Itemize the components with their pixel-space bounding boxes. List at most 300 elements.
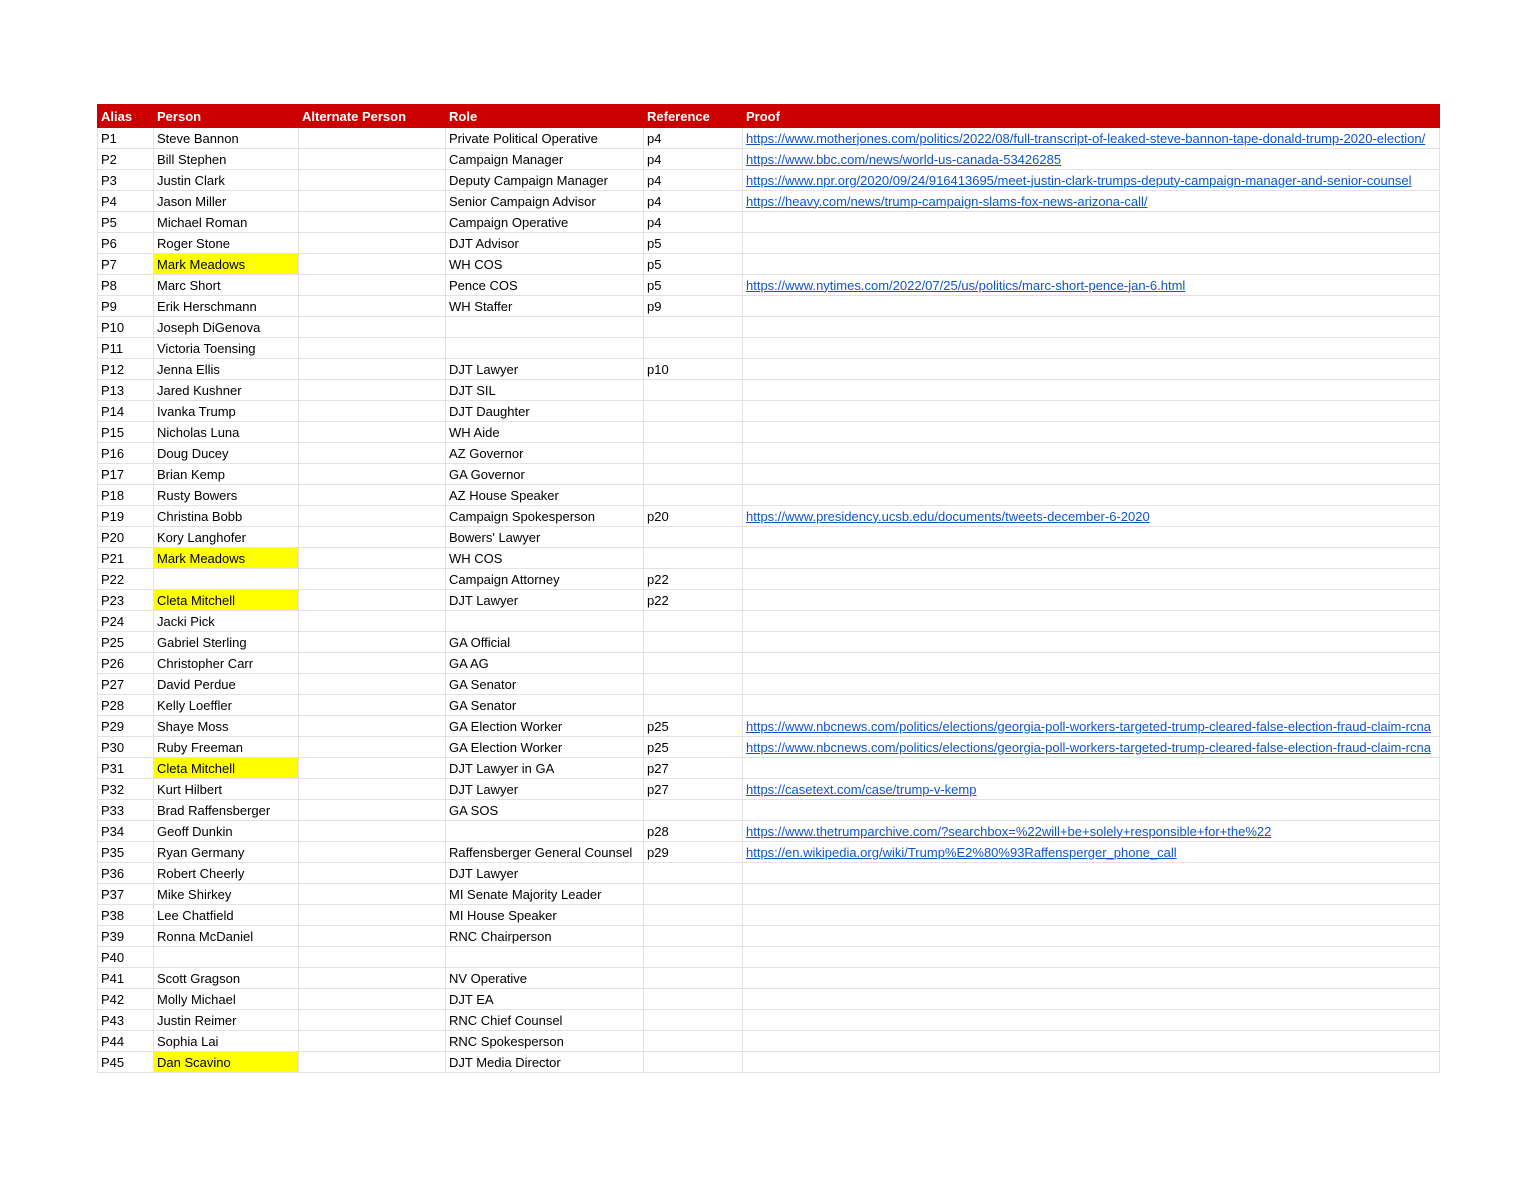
cell-proof[interactable] <box>743 380 1440 401</box>
cell-alternate-person[interactable] <box>299 695 446 716</box>
cell-alias[interactable]: P2 <box>98 149 154 170</box>
cell-proof[interactable] <box>743 926 1440 947</box>
cell-alias[interactable]: P35 <box>98 842 154 863</box>
cell-alias[interactable]: P27 <box>98 674 154 695</box>
table-row <box>98 968 1440 989</box>
cell-role[interactable]: DJT Lawyer <box>446 590 644 611</box>
cell-role[interactable]: DJT Lawyer <box>446 359 644 380</box>
cell-alternate-person[interactable] <box>299 527 446 548</box>
cell-role[interactable]: GA Governor <box>446 464 644 485</box>
cell-role[interactable]: GA SOS <box>446 800 644 821</box>
cell-alias[interactable]: P25 <box>98 632 154 653</box>
cell-person[interactable]: Erik Herschmann <box>154 296 299 317</box>
cell-alias[interactable]: P18 <box>98 485 154 506</box>
cell-role[interactable]: Campaign Spokesperson <box>446 506 644 527</box>
cell-alias[interactable]: P5 <box>98 212 154 233</box>
cell-alternate-person[interactable] <box>299 632 446 653</box>
cell-proof[interactable] <box>743 212 1440 233</box>
cell-person[interactable] <box>154 947 299 968</box>
cell-reference[interactable] <box>644 947 743 968</box>
cell-alias[interactable]: P42 <box>98 989 154 1010</box>
cell-reference[interactable] <box>644 317 743 338</box>
cell-role[interactable]: Bowers' Lawyer <box>446 527 644 548</box>
cell-role[interactable]: DJT Daughter <box>446 401 644 422</box>
table-row <box>98 191 1440 212</box>
cell-alternate-person[interactable] <box>299 989 446 1010</box>
cell-role[interactable]: MI Senate Majority Leader <box>446 884 644 905</box>
cell-person[interactable]: Ryan Germany <box>154 842 299 863</box>
table-row <box>98 737 1440 758</box>
cell-reference[interactable]: p20 <box>644 506 743 527</box>
cell-proof[interactable] <box>743 296 1440 317</box>
cell-alternate-person[interactable] <box>299 926 446 947</box>
cell-proof[interactable] <box>743 128 1440 149</box>
cell-reference[interactable] <box>644 464 743 485</box>
cell-reference[interactable]: p4 <box>644 191 743 212</box>
cell-proof[interactable] <box>743 569 1440 590</box>
cell-alternate-person[interactable] <box>299 884 446 905</box>
cell-reference[interactable] <box>644 1052 743 1073</box>
cell-proof[interactable] <box>743 968 1440 989</box>
cell-role[interactable]: Pence COS <box>446 275 644 296</box>
cell-alias[interactable]: P38 <box>98 905 154 926</box>
cell-proof[interactable] <box>743 884 1440 905</box>
proof-link[interactable]: https://www.presidency.ucsb.edu/documents/tweets-december-6-2020 <box>746 508 1150 524</box>
cell-alias[interactable]: P24 <box>98 611 154 632</box>
cell-alternate-person[interactable] <box>299 905 446 926</box>
cell-role[interactable] <box>446 821 644 842</box>
cell-alias[interactable]: P13 <box>98 380 154 401</box>
cell-reference[interactable] <box>644 338 743 359</box>
header-role[interactable]: Role <box>446 105 644 128</box>
cell-reference[interactable]: p25 <box>644 716 743 737</box>
cell-alias[interactable]: P1 <box>98 128 154 149</box>
cell-role[interactable]: RNC Spokesperson <box>446 1031 644 1052</box>
cell-alternate-person[interactable] <box>299 968 446 989</box>
proof-link[interactable]: https://www.nbcnews.com/politics/elections/georgia-poll-workers-targeted-trump-cleared-false-election-fraud-claim-rcna <box>746 739 1431 755</box>
cell-reference[interactable] <box>644 863 743 884</box>
cell-reference[interactable] <box>644 905 743 926</box>
cell-person[interactable]: Geoff Dunkin <box>154 821 299 842</box>
cell-reference[interactable]: p5 <box>644 254 743 275</box>
cell-role[interactable]: DJT Media Director <box>446 1052 644 1073</box>
cell-person[interactable]: Joseph DiGenova <box>154 317 299 338</box>
cell-proof[interactable] <box>743 758 1440 779</box>
cell-role[interactable] <box>446 947 644 968</box>
cell-reference[interactable] <box>644 527 743 548</box>
cell-alternate-person[interactable] <box>299 254 446 275</box>
cell-alternate-person[interactable] <box>299 128 446 149</box>
cell-reference[interactable] <box>644 1031 743 1052</box>
cell-role[interactable]: WH COS <box>446 548 644 569</box>
cell-alternate-person[interactable] <box>299 380 446 401</box>
proof-link[interactable]: https://en.wikipedia.org/wiki/Trump%E2%80%93Raffensperger_phone_call <box>746 844 1177 860</box>
cell-alias[interactable]: P15 <box>98 422 154 443</box>
cell-alias[interactable]: P34 <box>98 821 154 842</box>
cell-alternate-person[interactable] <box>299 170 446 191</box>
cell-reference[interactable]: p29 <box>644 842 743 863</box>
cell-role[interactable]: WH COS <box>446 254 644 275</box>
cell-proof[interactable] <box>743 191 1440 212</box>
cell-alternate-person[interactable] <box>299 275 446 296</box>
cell-proof[interactable] <box>743 1052 1440 1073</box>
proof-link[interactable]: https://www.nytimes.com/2022/07/25/us/politics/marc-short-pence-jan-6.html <box>746 277 1186 293</box>
cell-role[interactable]: DJT Advisor <box>446 233 644 254</box>
cell-alias[interactable]: P32 <box>98 779 154 800</box>
table-row <box>98 884 1440 905</box>
cell-alternate-person[interactable] <box>299 212 446 233</box>
cell-person[interactable]: Marc Short <box>154 275 299 296</box>
cell-proof[interactable] <box>743 947 1440 968</box>
table-row <box>98 611 1440 632</box>
cell-proof[interactable] <box>743 716 1440 737</box>
cell-alternate-person[interactable] <box>299 653 446 674</box>
cell-role[interactable] <box>446 611 644 632</box>
cell-alternate-person[interactable] <box>299 1010 446 1031</box>
cell-alternate-person[interactable] <box>299 779 446 800</box>
cell-alternate-person[interactable] <box>299 1052 446 1073</box>
cell-reference[interactable] <box>644 611 743 632</box>
cell-proof[interactable] <box>743 674 1440 695</box>
cell-proof[interactable] <box>743 611 1440 632</box>
cell-person[interactable]: Victoria Toensing <box>154 338 299 359</box>
proof-link[interactable]: https://www.bbc.com/news/world-us-canada-53426285 <box>746 151 1062 167</box>
cell-role[interactable]: GA Election Worker <box>446 737 644 758</box>
cell-proof[interactable] <box>743 317 1440 338</box>
cell-proof[interactable] <box>743 338 1440 359</box>
cell-person[interactable]: Brad Raffensberger <box>154 800 299 821</box>
table-row <box>98 1052 1440 1073</box>
cell-role[interactable]: Campaign Attorney <box>446 569 644 590</box>
cell-alternate-person[interactable] <box>299 569 446 590</box>
cell-person[interactable]: Lee Chatfield <box>154 905 299 926</box>
cell-reference[interactable]: p4 <box>644 149 743 170</box>
cell-alternate-person[interactable] <box>299 548 446 569</box>
cell-reference[interactable] <box>644 632 743 653</box>
cell-alternate-person[interactable] <box>299 443 446 464</box>
cell-alias[interactable]: P20 <box>98 527 154 548</box>
cell-reference[interactable]: p4 <box>644 128 743 149</box>
cell-alternate-person[interactable] <box>299 590 446 611</box>
cell-proof[interactable] <box>743 485 1440 506</box>
cell-alternate-person[interactable] <box>299 737 446 758</box>
cell-person[interactable]: Roger Stone <box>154 233 299 254</box>
cell-reference[interactable] <box>644 884 743 905</box>
cell-alias[interactable]: P3 <box>98 170 154 191</box>
cell-role[interactable]: NV Operative <box>446 968 644 989</box>
cell-person[interactable]: Cleta Mitchell <box>154 590 299 611</box>
cell-role[interactable]: GA Election Worker <box>446 716 644 737</box>
cell-proof[interactable] <box>743 170 1440 191</box>
cell-alias[interactable]: P29 <box>98 716 154 737</box>
cell-alternate-person[interactable] <box>299 947 446 968</box>
cell-person[interactable]: Nicholas Luna <box>154 422 299 443</box>
cell-person[interactable]: Robert Cheerly <box>154 863 299 884</box>
cell-proof[interactable] <box>743 905 1440 926</box>
cell-alternate-person[interactable] <box>299 401 446 422</box>
cell-person[interactable]: Brian Kemp <box>154 464 299 485</box>
cell-role[interactable] <box>446 317 644 338</box>
cell-person[interactable]: Mike Shirkey <box>154 884 299 905</box>
cell-alternate-person[interactable] <box>299 233 446 254</box>
cell-role[interactable]: DJT Lawyer <box>446 779 644 800</box>
proof-link[interactable]: https://www.nbcnews.com/politics/elections/georgia-poll-workers-targeted-trump-cleared-false-election-fraud-claim-rcna <box>746 718 1431 734</box>
table-row <box>98 548 1440 569</box>
cell-person[interactable]: Michael Roman <box>154 212 299 233</box>
cell-alternate-person[interactable] <box>299 611 446 632</box>
cell-proof[interactable] <box>743 695 1440 716</box>
cell-alternate-person[interactable] <box>299 821 446 842</box>
cell-role[interactable]: DJT SIL <box>446 380 644 401</box>
cell-person[interactable]: Mark Meadows <box>154 254 299 275</box>
cell-alternate-person[interactable] <box>299 149 446 170</box>
cell-alias[interactable]: P45 <box>98 1052 154 1073</box>
cell-alias[interactable]: P19 <box>98 506 154 527</box>
cell-person[interactable]: Scott Gragson <box>154 968 299 989</box>
cell-alternate-person[interactable] <box>299 674 446 695</box>
cell-alias[interactable]: P4 <box>98 191 154 212</box>
cell-person[interactable]: Justin Reimer <box>154 1010 299 1031</box>
cell-proof[interactable] <box>743 1010 1440 1031</box>
proof-link[interactable]: https://casetext.com/case/trump-v-kemp <box>746 781 977 797</box>
cell-person[interactable]: Cleta Mitchell <box>154 758 299 779</box>
table-row <box>98 926 1440 947</box>
table-row <box>98 317 1440 338</box>
cell-reference[interactable] <box>644 380 743 401</box>
cell-role[interactable]: AZ House Speaker <box>446 485 644 506</box>
cell-person[interactable]: Kurt Hilbert <box>154 779 299 800</box>
cell-proof[interactable] <box>743 527 1440 548</box>
cell-reference[interactable] <box>644 1010 743 1031</box>
cell-alias[interactable]: P17 <box>98 464 154 485</box>
cell-reference[interactable]: p5 <box>644 275 743 296</box>
cell-reference[interactable]: p27 <box>644 758 743 779</box>
proof-link[interactable]: https://www.npr.org/2020/09/24/916413695/meet-justin-clark-trumps-deputy-campaign-manager-and-senior-counsel <box>746 172 1412 188</box>
cell-proof[interactable] <box>743 800 1440 821</box>
cell-alias[interactable]: P43 <box>98 1010 154 1031</box>
cell-reference[interactable] <box>644 800 743 821</box>
cell-reference[interactable]: p4 <box>644 170 743 191</box>
cell-reference[interactable] <box>644 443 743 464</box>
cell-proof[interactable] <box>743 401 1440 422</box>
cell-proof[interactable] <box>743 254 1440 275</box>
cell-person[interactable]: Jacki Pick <box>154 611 299 632</box>
cell-person[interactable]: David Perdue <box>154 674 299 695</box>
cell-proof[interactable] <box>743 590 1440 611</box>
cell-person[interactable]: Kelly Loeffler <box>154 695 299 716</box>
cell-person[interactable]: Kory Langhofer <box>154 527 299 548</box>
spreadsheet <box>97 104 1439 1073</box>
cell-alternate-person[interactable] <box>299 191 446 212</box>
cell-alias[interactable]: P23 <box>98 590 154 611</box>
cell-alias[interactable]: P6 <box>98 233 154 254</box>
cell-reference[interactable]: p22 <box>644 569 743 590</box>
cell-reference[interactable] <box>644 401 743 422</box>
cell-role[interactable]: RNC Chairperson <box>446 926 644 947</box>
cell-role[interactable]: Senior Campaign Advisor <box>446 191 644 212</box>
cell-proof[interactable] <box>743 653 1440 674</box>
cell-role[interactable]: DJT Lawyer in GA <box>446 758 644 779</box>
cell-proof[interactable] <box>743 1031 1440 1052</box>
cell-role[interactable]: GA Official <box>446 632 644 653</box>
cell-alias[interactable]: P21 <box>98 548 154 569</box>
cell-person[interactable]: Doug Ducey <box>154 443 299 464</box>
cell-person[interactable]: Dan Scavino <box>154 1052 299 1073</box>
cell-reference[interactable] <box>644 485 743 506</box>
proof-link[interactable]: https://heavy.com/news/trump-campaign-slams-fox-news-arizona-call/ <box>746 193 1148 209</box>
cell-proof[interactable] <box>743 821 1440 842</box>
header-alternate-person[interactable]: Alternate Person <box>299 105 446 128</box>
cell-person[interactable]: Gabriel Sterling <box>154 632 299 653</box>
cell-alternate-person[interactable] <box>299 422 446 443</box>
cell-role[interactable]: WH Staffer <box>446 296 644 317</box>
cell-alternate-person[interactable] <box>299 359 446 380</box>
cell-reference[interactable] <box>644 548 743 569</box>
cell-person[interactable]: Ruby Freeman <box>154 737 299 758</box>
cell-role[interactable] <box>446 338 644 359</box>
cell-person[interactable]: Jenna Ellis <box>154 359 299 380</box>
cell-reference[interactable]: p10 <box>644 359 743 380</box>
cell-alias[interactable]: P41 <box>98 968 154 989</box>
cell-proof[interactable] <box>743 464 1440 485</box>
cell-reference[interactable] <box>644 422 743 443</box>
cell-reference[interactable]: p27 <box>644 779 743 800</box>
cell-person[interactable]: Bill Stephen <box>154 149 299 170</box>
cell-alias[interactable]: P40 <box>98 947 154 968</box>
cell-proof[interactable] <box>743 275 1440 296</box>
cell-alias[interactable]: P22 <box>98 569 154 590</box>
cell-reference[interactable]: p25 <box>644 737 743 758</box>
cell-alternate-person[interactable] <box>299 716 446 737</box>
cell-reference[interactable] <box>644 695 743 716</box>
cell-reference[interactable]: p9 <box>644 296 743 317</box>
header-reference[interactable]: Reference <box>644 105 743 128</box>
cell-alias[interactable]: P10 <box>98 317 154 338</box>
cell-proof[interactable] <box>743 989 1440 1010</box>
cell-reference[interactable]: p22 <box>644 590 743 611</box>
cell-reference[interactable] <box>644 926 743 947</box>
cell-proof[interactable] <box>743 548 1440 569</box>
cell-role[interactable]: DJT Lawyer <box>446 863 644 884</box>
cell-alias[interactable]: P7 <box>98 254 154 275</box>
cell-alternate-person[interactable] <box>299 485 446 506</box>
cell-reference[interactable] <box>644 989 743 1010</box>
cell-role[interactable]: MI House Speaker <box>446 905 644 926</box>
table-body <box>98 128 1440 1073</box>
cell-person[interactable]: Ivanka Trump <box>154 401 299 422</box>
cell-person[interactable]: Mark Meadows <box>154 548 299 569</box>
cell-person[interactable]: Ronna McDaniel <box>154 926 299 947</box>
header-alias[interactable]: Alias <box>98 105 154 128</box>
cell-role[interactable]: GA Senator <box>446 695 644 716</box>
cell-proof[interactable] <box>743 842 1440 863</box>
cell-proof[interactable] <box>743 149 1440 170</box>
cell-role[interactable]: Campaign Manager <box>446 149 644 170</box>
cell-person[interactable]: Jared Kushner <box>154 380 299 401</box>
cell-alias[interactable]: P30 <box>98 737 154 758</box>
proof-link[interactable]: https://www.motherjones.com/politics/2022/08/full-transcript-of-leaked-steve-bannon-tape-donald-trump-2020-election/ <box>746 130 1426 146</box>
cell-reference[interactable] <box>644 653 743 674</box>
cell-reference[interactable]: p28 <box>644 821 743 842</box>
cell-alias[interactable]: P11 <box>98 338 154 359</box>
cell-person[interactable] <box>154 569 299 590</box>
cell-alias[interactable]: P37 <box>98 884 154 905</box>
cell-alternate-person[interactable] <box>299 842 446 863</box>
cell-person[interactable]: Justin Clark <box>154 170 299 191</box>
cell-alias[interactable]: P36 <box>98 863 154 884</box>
cell-proof[interactable] <box>743 737 1440 758</box>
cell-proof[interactable] <box>743 506 1440 527</box>
cell-alternate-person[interactable] <box>299 317 446 338</box>
cell-proof[interactable] <box>743 422 1440 443</box>
cell-alias[interactable]: P12 <box>98 359 154 380</box>
proof-link[interactable]: https://www.thetrumparchive.com/?searchbox=%22will+be+solely+responsible+for+the%22 <box>746 823 1272 839</box>
cell-role[interactable]: AZ Governor <box>446 443 644 464</box>
cell-alias[interactable]: P28 <box>98 695 154 716</box>
cell-person[interactable]: Shaye Moss <box>154 716 299 737</box>
cell-role[interactable]: Raffensberger General Counsel <box>446 842 644 863</box>
cell-role[interactable]: DJT EA <box>446 989 644 1010</box>
cell-proof[interactable] <box>743 443 1440 464</box>
cell-alternate-person[interactable] <box>299 758 446 779</box>
cell-person[interactable]: Steve Bannon <box>154 128 299 149</box>
cell-person[interactable]: Rusty Bowers <box>154 485 299 506</box>
cell-alias[interactable]: P44 <box>98 1031 154 1052</box>
cell-alias[interactable]: P26 <box>98 653 154 674</box>
cell-reference[interactable]: p5 <box>644 233 743 254</box>
cell-alternate-person[interactable] <box>299 338 446 359</box>
cell-person[interactable]: Sophia Lai <box>154 1031 299 1052</box>
cell-person[interactable]: Christopher Carr <box>154 653 299 674</box>
cell-proof[interactable] <box>743 632 1440 653</box>
cell-proof[interactable] <box>743 779 1440 800</box>
cell-alternate-person[interactable] <box>299 863 446 884</box>
cell-role[interactable]: GA AG <box>446 653 644 674</box>
cell-proof[interactable] <box>743 359 1440 380</box>
cell-alternate-person[interactable] <box>299 1031 446 1052</box>
cell-person[interactable]: Christina Bobb <box>154 506 299 527</box>
cell-person[interactable]: Jason Miller <box>154 191 299 212</box>
cell-reference[interactable] <box>644 968 743 989</box>
cell-alias[interactable]: P14 <box>98 401 154 422</box>
cell-alias[interactable]: P16 <box>98 443 154 464</box>
cell-alias[interactable]: P9 <box>98 296 154 317</box>
cell-proof[interactable] <box>743 233 1440 254</box>
cell-alternate-person[interactable] <box>299 464 446 485</box>
cell-role[interactable]: Private Political Operative <box>446 128 644 149</box>
cell-alias[interactable]: P39 <box>98 926 154 947</box>
table-row <box>98 821 1440 842</box>
cell-alias[interactable]: P33 <box>98 800 154 821</box>
cell-alternate-person[interactable] <box>299 800 446 821</box>
cell-person[interactable]: Molly Michael <box>154 989 299 1010</box>
table-row <box>98 674 1440 695</box>
cell-proof[interactable] <box>743 863 1440 884</box>
cell-role[interactable]: Deputy Campaign Manager <box>446 170 644 191</box>
header-person[interactable]: Person <box>154 105 299 128</box>
cell-role[interactable]: WH Aide <box>446 422 644 443</box>
cell-reference[interactable] <box>644 674 743 695</box>
cell-role[interactable]: Campaign Operative <box>446 212 644 233</box>
cell-role[interactable]: RNC Chief Counsel <box>446 1010 644 1031</box>
cell-role[interactable]: GA Senator <box>446 674 644 695</box>
cell-alternate-person[interactable] <box>299 296 446 317</box>
header-proof[interactable]: Proof <box>743 105 1440 128</box>
cell-alias[interactable]: P8 <box>98 275 154 296</box>
cell-alternate-person[interactable] <box>299 506 446 527</box>
cell-reference[interactable]: p4 <box>644 212 743 233</box>
cell-alias[interactable]: P31 <box>98 758 154 779</box>
